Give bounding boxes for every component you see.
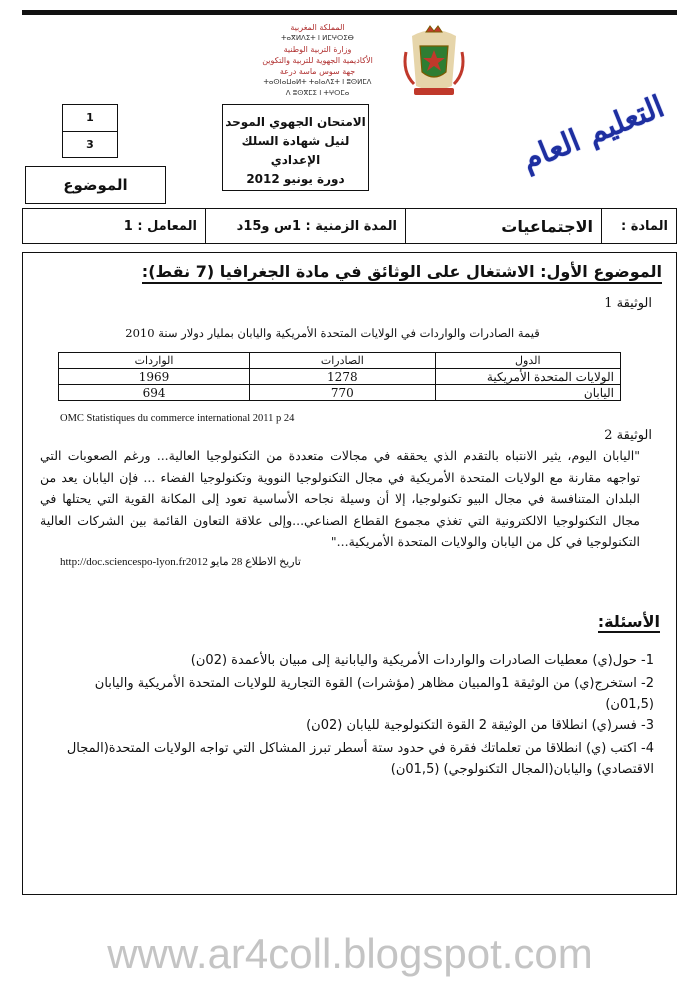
page-number: 1 bbox=[86, 111, 94, 124]
exam-session: دورة يونيو 2012 bbox=[246, 172, 345, 186]
org-line: ⵜⴰⵙⵏⴰⵡⴰⵍⵜ ⵜⴰⵏⴰⴷⵉⵜ ⵏ ⵓⵙⵍⵎⴷ bbox=[263, 78, 372, 86]
page-total: 3 bbox=[63, 131, 117, 158]
subject-value: الاجتماعيات bbox=[405, 209, 601, 243]
exam-content-frame bbox=[22, 252, 677, 895]
question-item: 3- فسر(ي) انطلاقا من الوثيقة 2 القوة التكنولوجية لليابان (02ن) bbox=[306, 718, 654, 733]
document2-source: http://doc.sciencespo-lyon.fr2012 تاريخ الاطلاع 28 مايو bbox=[60, 556, 301, 568]
part1-title: الموضوع الأول: الاشتغال على الوثائق في مادة الجغرافيا (7 نقط): bbox=[142, 262, 662, 284]
stamp-text: التعليم العام bbox=[516, 89, 670, 178]
subject-info-row bbox=[22, 208, 677, 244]
table-cell: الولايات المتحدة الأمريكية bbox=[435, 369, 620, 385]
question-item: 1- حول(ي) معطيات الصادرات والواردات الأمريكية واليابانية إلى مبيان بالأعمدة (02ن) bbox=[190, 653, 654, 668]
exam-title: الامتحان الجهوي الموحد bbox=[225, 115, 366, 129]
coefficient: المعامل : 1 bbox=[123, 218, 197, 234]
exam-subtitle: لنيل شهادة السلك الإعدادي bbox=[241, 134, 350, 167]
org-line: المملكة المغربية bbox=[290, 23, 345, 32]
watermark-url: www.ar4coll.blogspot.com bbox=[107, 930, 593, 977]
question-item: 4- اكتب (ي) انطلاقا من تعلماتك فقرة في حدود ستة أسطر تبرز المشاكل التي تواجه الولايات المتحدة(المجال الاقتصادي) واليابان(المجال التكنولوجي) (01,5ن) bbox=[66, 741, 654, 777]
col-header: الصادرات bbox=[250, 353, 435, 369]
table-row bbox=[59, 369, 621, 385]
question-item: 2- استخرج(ي) من الوثيقة 1والمبيان مظاهر (مؤشرات) القوة التجارية للولايات المتحدة الأمريكية واليابان (01,5ن) bbox=[94, 676, 654, 712]
org-line: ⴷ ⵓⵙⴳⵎⵉ ⵏ ⵜⵖⵔⵎⴰ bbox=[285, 89, 350, 97]
col-header: الدول bbox=[435, 353, 620, 369]
table-cell: 1278 bbox=[250, 369, 435, 385]
org-line: الأكاديمية الجهوية للتربية والتكوين bbox=[262, 56, 373, 65]
table-cell: 770 bbox=[250, 385, 435, 401]
table-cell: 1969 bbox=[59, 369, 250, 385]
table-cell: 694 bbox=[59, 385, 250, 401]
org-line: جهة سوس ماسة درعة bbox=[279, 67, 356, 76]
col-header: الواردات bbox=[59, 353, 250, 369]
exam-title-box bbox=[222, 104, 369, 191]
org-line: ⵜⴰⴳⵍⴷⵉⵜ ⵏ ⵍⵎⵖⵔⵉⴱ bbox=[281, 34, 354, 42]
table-row bbox=[59, 385, 621, 401]
coat-of-arms-icon bbox=[400, 22, 468, 98]
general-education-stamp bbox=[510, 89, 670, 190]
page-counter bbox=[62, 104, 118, 158]
document2-label: الوثيقة 2 bbox=[604, 428, 652, 443]
duration: المدة الزمنية : 1س و15د bbox=[205, 209, 405, 243]
ministry-header bbox=[240, 22, 395, 99]
subject-label: المادة : bbox=[601, 209, 676, 243]
table-header-row bbox=[59, 353, 621, 369]
table-source: OMC Statistiques du commerce international 2011 p 24 bbox=[60, 413, 295, 424]
table-cell: اليابان bbox=[435, 385, 620, 401]
table-title: قيمة الصادرات والواردات في الولايات المتحدة الأمريكية واليابان بمليار دولار سنة 2010 bbox=[125, 326, 540, 340]
questions-title: الأسئلة: bbox=[597, 612, 660, 631]
document2-text: "اليابان اليوم، يثير الانتباه بالتقدم الذي يحققه في مجالات متعددة من التكنولوجيا العالية... ورغم الصعوبات التي تواجهه مقارنة مع الولايات المتحدة الأمريكية في مجال التكنولوجيا النووية وتكنولوجيا الفضاء ... فإن اليابان يعد من البلدان المتنافسة في مجال البيو تكنولوجيا، إلا أن وسيلة نجاحه الأساسية تعود إلى المكانة القوية التي يحتلها في مجال التكنولوجيا الالكترونية التي تغذي مجموع القطاع الصناعي...وإلى علاقة التعاون القائمة بين الشركات العالية التكنولوجيا في كل من اليابان والولايات المتحدة الأمريكية..." bbox=[40, 448, 640, 549]
top-rule bbox=[22, 10, 677, 15]
document1-label: الوثيقة 1 bbox=[604, 296, 652, 311]
trade-table bbox=[58, 352, 621, 401]
topic-label: الموضوع bbox=[25, 166, 166, 204]
org-line: وزارة التربية الوطنية bbox=[283, 45, 352, 54]
